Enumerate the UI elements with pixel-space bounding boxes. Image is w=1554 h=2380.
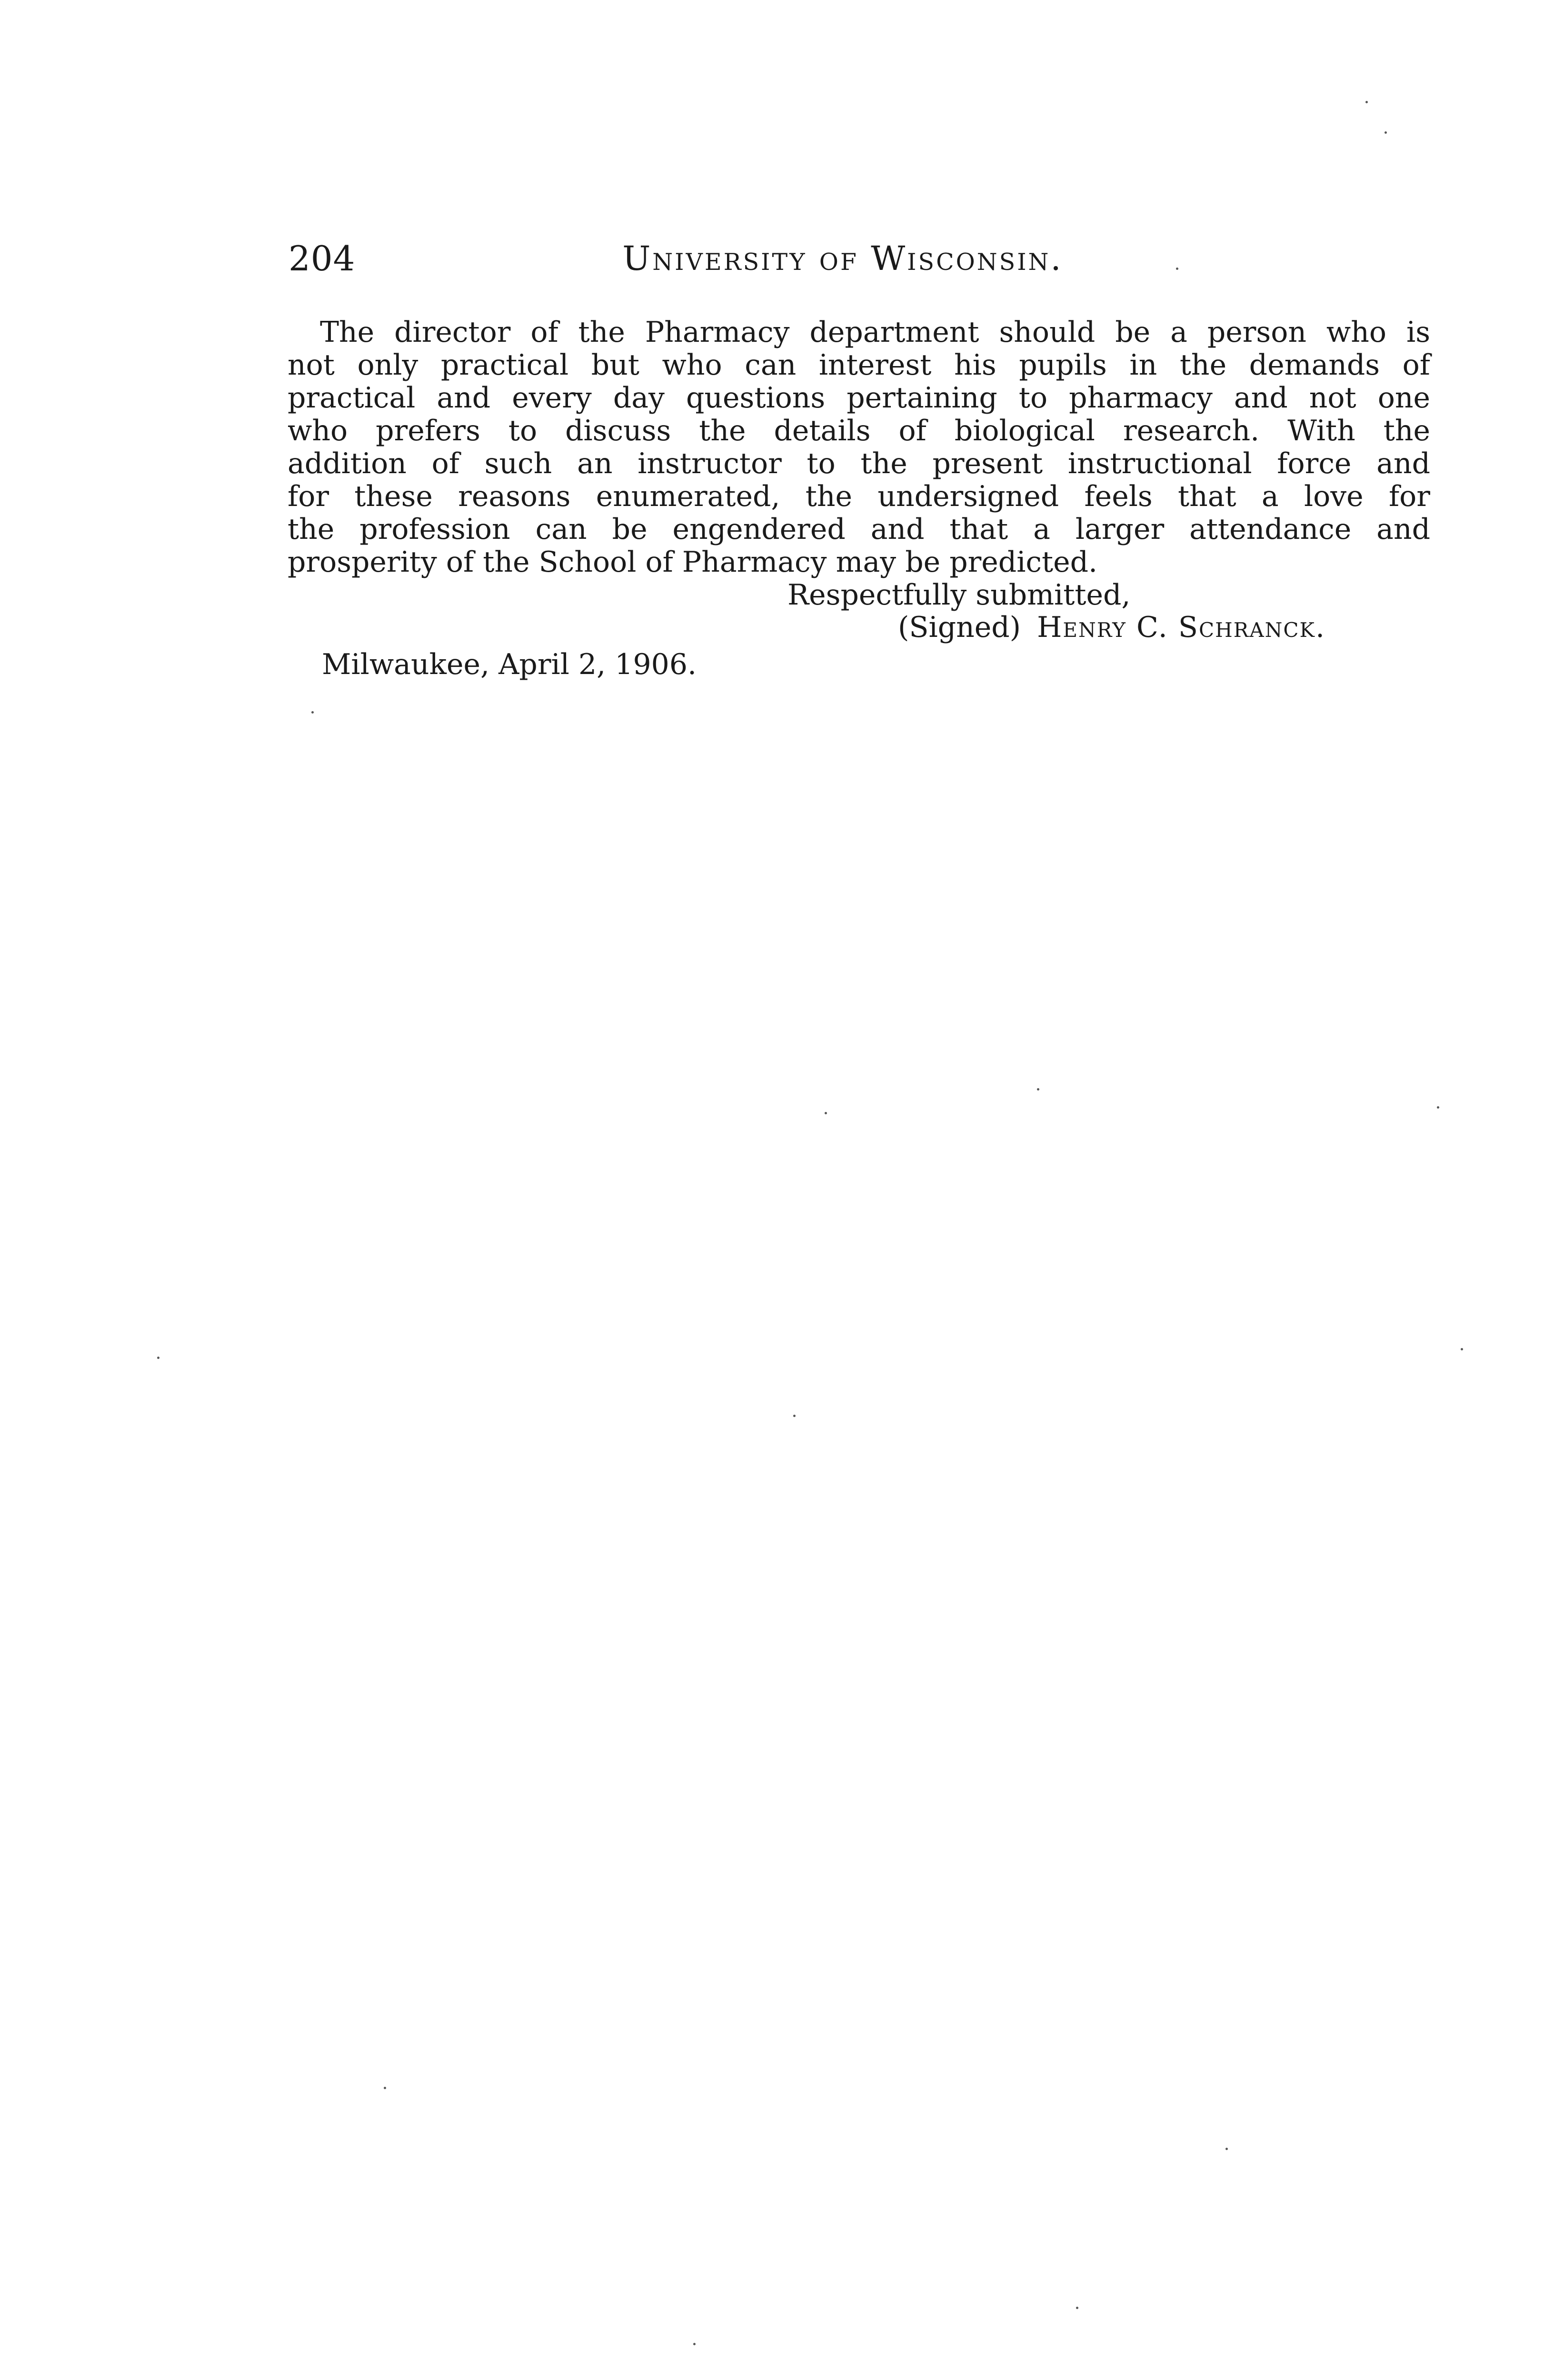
scan-speck — [1176, 268, 1178, 270]
scan-speck — [825, 1112, 827, 1114]
body-paragraph — [288, 316, 1430, 579]
paragraph-line: for these reasons enumerated, the undersigned feels that a love for — [288, 480, 1430, 513]
running-head — [289, 232, 1426, 285]
scan-speck — [1037, 1088, 1039, 1091]
paragraph-line: The director of the Pharmacy department should be a person who is — [320, 316, 1430, 349]
signature-line — [898, 611, 1325, 644]
scan-speck — [1385, 131, 1387, 134]
scan-speck — [793, 1415, 796, 1417]
scan-speck — [1437, 1106, 1439, 1109]
scan-speck — [157, 1357, 159, 1359]
scan-speck — [693, 2343, 696, 2345]
paragraph-line: addition of such an instructor to the present instructional force and — [288, 447, 1430, 480]
paragraph-line: who prefers to discuss the details of biological research. With the — [288, 414, 1430, 447]
scan-speck — [311, 711, 314, 714]
dateline: Milwaukee, April 2, 1906. — [322, 648, 697, 681]
scan-speck — [384, 2087, 386, 2089]
paragraph-line: prosperity of the School of Pharmacy may be predicted. — [288, 545, 1098, 579]
page-number: 204 — [289, 238, 356, 278]
running-title: University of Wisconsin. — [622, 239, 1063, 278]
paragraph-line: the profession can be engendered and that a larger attendance and — [288, 513, 1430, 546]
scan-speck — [1365, 101, 1368, 103]
paragraph-line: not only practical but who can interest his pupils in the demands of — [288, 348, 1430, 382]
scan-speck — [1461, 1348, 1463, 1350]
signer-name: Henry C. Schranck. — [1037, 611, 1326, 644]
paragraph-line: practical and every day questions pertaining to pharmacy and not one — [288, 381, 1430, 415]
signed-label: (Signed) — [898, 611, 1021, 644]
scan-speck — [1225, 2148, 1228, 2150]
scan-speck — [1076, 2307, 1078, 2309]
closing-salutation: Respectfully submitted, — [787, 578, 1131, 612]
